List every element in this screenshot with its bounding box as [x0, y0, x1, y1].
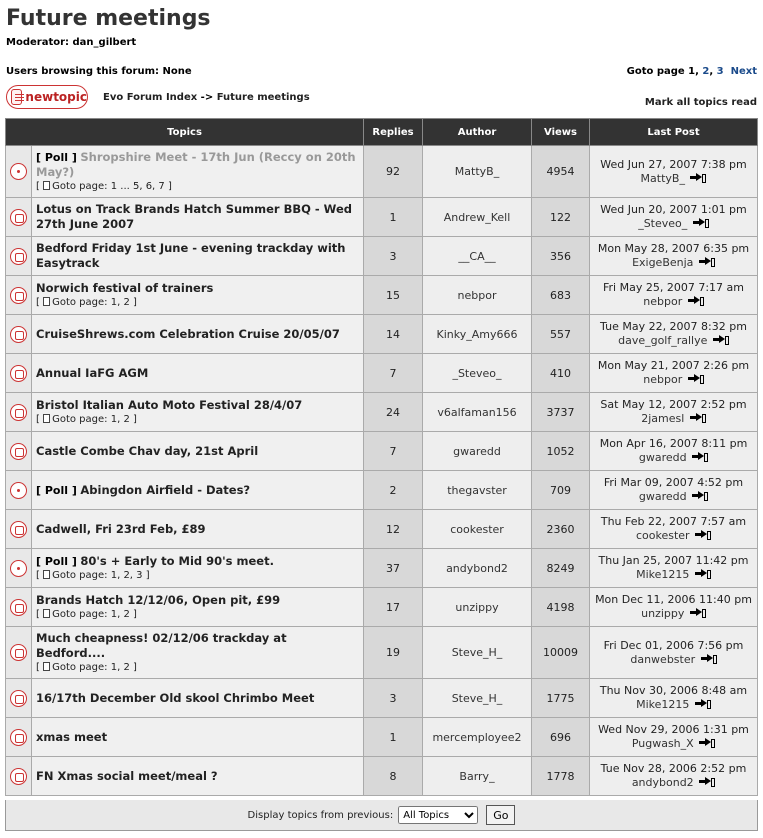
- author-cell: [423, 198, 532, 237]
- goto-page-label: Goto page:: [52, 414, 108, 425]
- last-post-date: Mon Apr 16, 2007 8:11 pm: [599, 437, 748, 450]
- topic-folder-icon: [10, 690, 27, 707]
- topic-title-cell: [32, 757, 364, 796]
- last-post-cell: [590, 757, 758, 796]
- breadcrumb-index[interactable]: Evo Forum Index: [103, 92, 198, 103]
- table-row: [6, 588, 758, 627]
- topic-icon-cell: [6, 315, 32, 354]
- author-link[interactable]: mercemployee2: [432, 730, 522, 744]
- author-cell: [423, 393, 532, 432]
- topic-icon-cell: [6, 757, 32, 796]
- last-post-author-link[interactable]: cookester: [635, 529, 690, 542]
- days-select[interactable]: [398, 806, 478, 824]
- breadcrumb: [103, 92, 310, 103]
- topic-title-link[interactable]: Cadwell, Fri 23rd Feb, £89: [36, 521, 206, 536]
- author-link[interactable]: Andrew_Kell: [443, 210, 511, 224]
- views-cell: 557: [532, 315, 590, 354]
- author-link[interactable]: Kinky_Amy666: [436, 327, 518, 341]
- last-post-author-link[interactable]: Pugwash_X: [631, 737, 694, 750]
- users-browsing: Users browsing this forum: None: [6, 66, 192, 77]
- views-cell: 4198: [532, 588, 590, 627]
- table-row: [6, 315, 758, 354]
- topic-title-cell: [32, 471, 364, 510]
- author-link[interactable]: Steve_H_: [451, 646, 503, 659]
- table-row: [6, 549, 758, 588]
- topic-title-link[interactable]: Lotus on Track Brands Hatch Summer BBQ - Wed 27th June 2007: [36, 202, 352, 231]
- views-cell: 1052: [532, 432, 590, 471]
- table-row: [6, 237, 758, 276]
- moderator-line: [6, 37, 136, 48]
- topic-icon-cell: [6, 354, 32, 393]
- display-label: Display topics from previous:: [247, 809, 394, 821]
- views-cell: 10009: [532, 627, 590, 679]
- poll-topic-icon: [10, 482, 27, 499]
- view-latest-post-icon[interactable]: [690, 172, 703, 183]
- topic-icon-cell: [6, 627, 32, 679]
- table-row: [6, 471, 758, 510]
- last-post-date: Tue Nov 28, 2006 2:52 pm: [600, 762, 747, 775]
- views-cell: 2360: [532, 510, 590, 549]
- author-cell: [423, 237, 532, 276]
- col-replies: Replies: [364, 119, 423, 146]
- breadcrumb-separator: ->: [200, 92, 214, 103]
- last-post-author-link[interactable]: Mike1215: [636, 568, 690, 581]
- author-cell: [423, 276, 532, 315]
- last-post-date: Mon May 28, 2007 6:35 pm: [597, 242, 750, 255]
- author-link[interactable]: __CA__: [458, 249, 496, 263]
- goto-page-label: Goto page:: [52, 297, 108, 308]
- view-latest-post-icon[interactable]: [690, 607, 703, 618]
- table-row: [6, 718, 758, 757]
- last-post-date: Fri Dec 01, 2006 7:56 pm: [603, 638, 744, 652]
- view-latest-post-icon[interactable]: [692, 451, 705, 462]
- topic-icon-cell: [6, 718, 32, 757]
- topic-title-link[interactable]: Norwich festival of trainers: [36, 281, 214, 295]
- table-row: [6, 757, 758, 796]
- replies-cell: 92: [364, 146, 423, 198]
- table-row: [6, 146, 758, 198]
- topic-title-cell: [32, 510, 364, 549]
- topic-folder-icon: [10, 768, 27, 785]
- topic-icon-cell: [6, 510, 32, 549]
- last-post-cell: [590, 198, 758, 237]
- author-cell: [423, 146, 532, 198]
- replies-cell: 1: [364, 198, 423, 237]
- topics-table: [5, 118, 758, 796]
- topic-title-link[interactable]: Shropshire Meet - 17th Jun (Reccy on 20th May?): [36, 150, 356, 179]
- author-link[interactable]: nebpor: [457, 288, 497, 302]
- last-post-cell: [590, 718, 758, 757]
- topic-folder-icon: [10, 599, 27, 616]
- table-row: [6, 432, 758, 471]
- topic-icon-cell: [6, 393, 32, 432]
- new-topic-icon: [11, 89, 22, 105]
- topic-title-cell: [32, 354, 364, 393]
- topic-title-link[interactable]: Annual IaFG AGM: [36, 365, 149, 380]
- topic-title-link[interactable]: Much cheapness! 02/12/06 trackday at Bedford....: [36, 631, 287, 660]
- topic-title-link[interactable]: Bedford Friday 1st June - evening trackday with Easytrack: [36, 241, 346, 270]
- last-post-author-link[interactable]: ExigeBenja: [632, 256, 694, 269]
- last-post-author-link[interactable]: gwaredd: [638, 451, 687, 464]
- page-link-3[interactable]: 3: [716, 66, 724, 77]
- author-link[interactable]: gwaredd: [453, 444, 501, 458]
- goto-label: Goto page: [626, 66, 685, 77]
- last-post-cell: [590, 354, 758, 393]
- goto-page-top: Goto page 1, 2, 3 Next: [626, 66, 757, 77]
- last-post-author-link[interactable]: Mike1215: [636, 698, 690, 711]
- topic-title-link[interactable]: Brands Hatch 12/12/06, Open pit, £99: [36, 593, 281, 607]
- topic-title-link[interactable]: 16/17th December Old skool Chrimbo Meet: [36, 690, 315, 705]
- last-post-date: Wed Jun 27, 2007 7:38 pm: [600, 157, 747, 171]
- replies-cell: 15: [364, 276, 423, 315]
- last-post-date: Wed Nov 29, 2006 1:31 pm: [598, 723, 749, 736]
- last-post-author-link[interactable]: 2jamesl: [641, 412, 685, 425]
- view-latest-post-icon[interactable]: [695, 698, 708, 709]
- topic-icon-cell: [6, 276, 32, 315]
- replies-cell: 17: [364, 588, 423, 627]
- table-row: [6, 393, 758, 432]
- topic-icon-cell: [6, 237, 32, 276]
- topic-page-links[interactable]: 1, 2: [110, 414, 130, 425]
- table-header-row: [6, 119, 758, 146]
- topic-title-cell: [32, 627, 364, 679]
- topic-title-cell: [32, 198, 364, 237]
- topic-pages: [ Goto page: 1, 2 ]: [36, 662, 137, 673]
- topic-pages: [ Goto page: 1, 2 ]: [36, 414, 137, 425]
- topic-title-link[interactable]: Castle Combe Chav day, 21st April: [36, 443, 259, 458]
- page-link-2[interactable]: 2: [702, 66, 710, 77]
- last-post-author-link[interactable]: MattyB_: [640, 171, 685, 185]
- last-post-cell: [590, 237, 758, 276]
- last-post-cell: [590, 146, 758, 198]
- page-doc-icon: [43, 414, 50, 423]
- topic-pages: [ Goto page: 1 ... 5, 6, 7 ]: [36, 181, 172, 192]
- poll-tag: [ Poll ]: [36, 555, 77, 568]
- author-link[interactable]: unzippy: [455, 600, 499, 614]
- author-cell: [423, 757, 532, 796]
- page-doc-icon: [43, 609, 50, 618]
- last-post-date: Thu Jan 25, 2007 11:42 pm: [598, 554, 749, 567]
- replies-cell: 12: [364, 510, 423, 549]
- topic-folder-icon: [10, 644, 27, 661]
- topic-pages: [ Goto page: 1, 2 ]: [36, 609, 137, 620]
- page-doc-icon: [43, 297, 50, 306]
- last-post-author-link[interactable]: andybond2: [631, 776, 694, 789]
- author-cell: [423, 315, 532, 354]
- page-doc-icon: [43, 662, 50, 671]
- last-post-date: Wed Jun 20, 2007 1:01 pm: [600, 203, 747, 216]
- mark-all-read-link[interactable]: Mark all topics read: [644, 97, 757, 108]
- topic-folder-icon: [10, 209, 27, 226]
- topic-title-cell: [32, 146, 364, 198]
- last-post-date: Fri Mar 09, 2007 4:52 pm: [603, 476, 744, 489]
- page-doc-icon: [43, 181, 50, 190]
- page-current: 1: [688, 66, 696, 77]
- last-post-cell: [590, 588, 758, 627]
- topic-title-cell: [32, 276, 364, 315]
- topic-page-links[interactable]: 1, 2: [110, 609, 130, 620]
- last-post-cell: [590, 627, 758, 679]
- view-latest-post-icon[interactable]: [692, 490, 705, 501]
- last-post-author-link[interactable]: nebpor: [643, 373, 683, 386]
- poll-topic-icon: [10, 560, 27, 577]
- topic-icon-cell: [6, 549, 32, 588]
- poll-topic-icon: [10, 163, 27, 180]
- last-post-cell: [590, 393, 758, 432]
- view-latest-post-icon[interactable]: [699, 776, 712, 787]
- view-latest-post-icon[interactable]: [713, 334, 726, 345]
- topic-icon-cell: [6, 432, 32, 471]
- table-row: [6, 510, 758, 549]
- replies-cell: 3: [364, 237, 423, 276]
- table-row: [6, 627, 758, 679]
- author-cell: [423, 549, 532, 588]
- view-latest-post-icon[interactable]: [695, 568, 708, 579]
- author-cell: [423, 432, 532, 471]
- topic-title-cell: [32, 393, 364, 432]
- poll-tag: [ Poll ]: [36, 151, 77, 164]
- topic-title-link[interactable]: FN Xmas social meet/meal ?: [36, 768, 218, 783]
- last-post-author-link[interactable]: gwaredd: [638, 490, 687, 503]
- author-link[interactable]: thegavster: [447, 483, 507, 497]
- topics-body: [6, 146, 758, 796]
- replies-cell: 7: [364, 432, 423, 471]
- last-post-cell: [590, 549, 758, 588]
- views-cell: 1775: [532, 679, 590, 718]
- goto-page-label: Goto page:: [52, 570, 108, 581]
- replies-cell: 19: [364, 627, 423, 679]
- last-post-author-link[interactable]: nebpor: [643, 295, 683, 308]
- goto-page-label: Goto page:: [52, 662, 108, 673]
- last-post-cell: [590, 679, 758, 718]
- last-post-date: Thu Nov 30, 2006 8:48 am: [599, 684, 748, 697]
- topic-folder-icon: [10, 521, 27, 538]
- last-post-date: Mon May 21, 2007 2:26 pm: [597, 359, 750, 372]
- author-link[interactable]: Steve_H_: [451, 691, 503, 705]
- topic-page-links[interactable]: 1, 2, 3: [110, 570, 143, 581]
- last-post-date: Fri May 25, 2007 7:17 am: [603, 281, 744, 294]
- topic-title-link[interactable]: Abingdon Airfield - Dates?: [80, 482, 251, 497]
- new-topic-label: newtopic: [25, 90, 87, 104]
- topic-title-link[interactable]: xmas meet: [36, 729, 108, 744]
- view-latest-post-icon[interactable]: [701, 653, 714, 664]
- views-cell: 1778: [532, 757, 590, 796]
- author-cell: [423, 588, 532, 627]
- replies-cell: 7: [364, 354, 423, 393]
- replies-cell: 2: [364, 471, 423, 510]
- topic-page-links[interactable]: 1 ... 5, 6, 7: [110, 181, 165, 192]
- replies-cell: 3: [364, 679, 423, 718]
- author-cell: [423, 354, 532, 393]
- last-post-author-link[interactable]: unzippy: [641, 607, 685, 620]
- moderator-link[interactable]: dan_gilbert: [72, 37, 137, 48]
- last-post-cell: [590, 432, 758, 471]
- views-cell: 3737: [532, 393, 590, 432]
- author-link[interactable]: cookester: [450, 522, 504, 536]
- view-latest-post-icon[interactable]: [693, 217, 706, 228]
- page-title: Future meetings: [6, 6, 211, 31]
- topic-icon-cell: [6, 146, 32, 198]
- replies-cell: 24: [364, 393, 423, 432]
- views-cell: 122: [532, 198, 590, 237]
- topic-folder-icon: [10, 326, 27, 343]
- col-topics: Topics: [6, 119, 364, 146]
- new-topic-button[interactable]: [6, 85, 88, 109]
- author-cell: [423, 627, 532, 679]
- go-button[interactable]: Go: [486, 805, 515, 825]
- author-link[interactable]: _Steveo_: [452, 366, 502, 380]
- goto-page-label: Goto page:: [52, 609, 108, 620]
- views-cell: 696: [532, 718, 590, 757]
- topic-title-cell: [32, 679, 364, 718]
- topic-icon-cell: [6, 471, 32, 510]
- table-row: [6, 276, 758, 315]
- topic-title-link[interactable]: Bristol Italian Auto Moto Festival 28/4/07: [36, 398, 303, 412]
- view-latest-post-icon[interactable]: [690, 412, 703, 423]
- table-row: [6, 679, 758, 718]
- topic-page-links[interactable]: 1, 2: [110, 297, 130, 308]
- author-link[interactable]: andybond2: [446, 561, 508, 575]
- views-cell: 410: [532, 354, 590, 393]
- topic-folder-icon: [10, 404, 27, 421]
- last-post-cell: [590, 315, 758, 354]
- goto-page-label: Goto page:: [52, 181, 108, 192]
- author-link[interactable]: Barry_: [459, 769, 495, 783]
- last-post-author-link[interactable]: dave_golf_rallye: [618, 334, 708, 347]
- replies-cell: 1: [364, 718, 423, 757]
- view-latest-post-icon[interactable]: [699, 737, 712, 748]
- topic-title-cell: [32, 718, 364, 757]
- moderator-label: Moderator:: [6, 37, 70, 48]
- topic-title-link[interactable]: 80's + Early to Mid 90's meet.: [80, 554, 274, 568]
- topic-folder-icon: [10, 729, 27, 746]
- last-post-cell: [590, 510, 758, 549]
- table-row: [6, 198, 758, 237]
- views-cell: 683: [532, 276, 590, 315]
- views-cell: 709: [532, 471, 590, 510]
- views-cell: 356: [532, 237, 590, 276]
- views-cell: 4954: [532, 146, 590, 198]
- topic-title-link[interactable]: CruiseShrews.com Celebration Cruise 20/05/07: [36, 326, 340, 341]
- replies-cell: 14: [364, 315, 423, 354]
- last-post-date: Thu Feb 22, 2007 7:57 am: [600, 515, 747, 528]
- last-post-author-link[interactable]: _Steveo_: [638, 217, 688, 230]
- topic-folder-icon: [10, 287, 27, 304]
- topic-folder-icon: [10, 443, 27, 460]
- topic-title-cell: [32, 432, 364, 471]
- author-cell: [423, 679, 532, 718]
- topic-title-cell: [32, 588, 364, 627]
- views-cell: 8249: [532, 549, 590, 588]
- topic-title-cell: [32, 315, 364, 354]
- table-row: [6, 354, 758, 393]
- author-cell: [423, 718, 532, 757]
- topic-icon-cell: [6, 679, 32, 718]
- poll-tag: [ Poll ]: [36, 483, 77, 497]
- last-post-author-link[interactable]: danwebster: [630, 652, 696, 666]
- last-post-date: Tue May 22, 2007 8:32 pm: [600, 320, 747, 333]
- col-author: Author: [423, 119, 532, 146]
- topic-icon-cell: [6, 198, 32, 237]
- view-latest-post-icon[interactable]: [695, 529, 708, 540]
- view-latest-post-icon[interactable]: [688, 295, 701, 306]
- topic-title-cell: [32, 549, 364, 588]
- col-views: Views: [532, 119, 590, 146]
- author-link[interactable]: MattyB_: [454, 165, 500, 178]
- topic-pages: [ Goto page: 1, 2 ]: [36, 297, 137, 308]
- topic-page-links[interactable]: 1, 2: [110, 662, 130, 673]
- replies-cell: 37: [364, 549, 423, 588]
- display-filter-bar: [5, 800, 758, 831]
- breadcrumb-current[interactable]: Future meetings: [216, 92, 310, 103]
- page-doc-icon: [43, 570, 50, 579]
- last-post-cell: [590, 276, 758, 315]
- next-page-link[interactable]: Next: [730, 66, 757, 77]
- topic-icon-cell: [6, 588, 32, 627]
- view-latest-post-icon[interactable]: [688, 373, 701, 384]
- topic-pages: [ Goto page: 1, 2, 3 ]: [36, 570, 150, 581]
- author-cell: [423, 510, 532, 549]
- topic-folder-icon: [10, 365, 27, 382]
- author-link[interactable]: v6alfaman156: [437, 405, 517, 419]
- view-latest-post-icon[interactable]: [699, 256, 712, 267]
- last-post-date: Mon Dec 11, 2006 11:40 pm: [595, 593, 752, 606]
- topic-title-cell: [32, 237, 364, 276]
- author-cell: [423, 471, 532, 510]
- topic-folder-icon: [10, 248, 27, 265]
- last-post-date: Sat May 12, 2007 2:52 pm: [600, 398, 747, 411]
- last-post-cell: [590, 471, 758, 510]
- col-last-post: Last Post: [590, 119, 758, 146]
- replies-cell: 8: [364, 757, 423, 796]
